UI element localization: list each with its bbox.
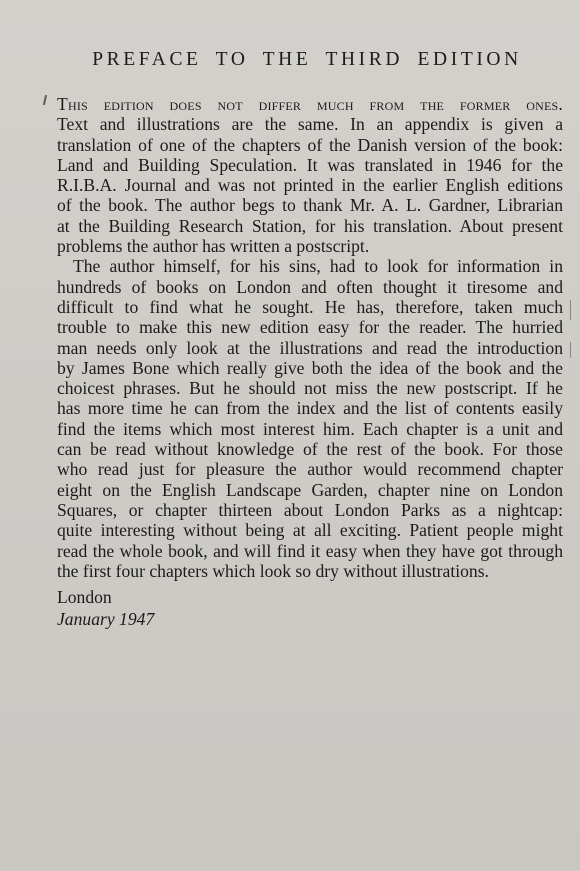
text-line: has more time he can from the index and the list of contents easily bbox=[57, 398, 563, 419]
signature-date: January 1947 bbox=[57, 609, 155, 629]
text-line: Text and illustrations are the same. In an appendix is given a bbox=[57, 114, 563, 135]
text-line: Squares, or chapter thirteen about London Parks as a nightcap: bbox=[57, 499, 563, 520]
text-line: choicest phrases. But he should not miss the new postscript. If he bbox=[57, 378, 563, 399]
text-line: by James Bone which really give both the idea of the book and the bbox=[57, 357, 563, 378]
text-line: find the items which most interest him. Each chapter is a unit and bbox=[57, 418, 563, 439]
text-line: problems the author has written a postscript. bbox=[57, 236, 370, 257]
text-line: man needs only look at the illustrations and read the introduction bbox=[57, 337, 563, 358]
text-line: can be read without knowledge of the rest of the book. For those bbox=[57, 439, 563, 460]
text-line: The author himself, for his sins, had to look for information in bbox=[73, 256, 563, 277]
text-line: quite interesting without being at all exciting. Patient people might bbox=[57, 520, 563, 541]
text-line: read the whole book, and will find it easy when they have got through bbox=[57, 540, 563, 561]
signature-place: London bbox=[57, 587, 112, 607]
signature-block bbox=[57, 586, 154, 630]
page-edge-mark bbox=[570, 300, 571, 320]
text-line: Land and Building Speculation. It was translated in 1946 for the bbox=[57, 154, 563, 175]
preface-body bbox=[57, 94, 563, 581]
text-line: of the book. The author begs to thank Mr. A. L. Gardner, Librarian bbox=[57, 195, 563, 216]
text-line: difficult to find what he sought. He has, therefore, taken much bbox=[57, 296, 563, 317]
text-line: eight on the English Landscape Garden, chapter nine on London bbox=[57, 479, 563, 500]
text-line: at the Building Research Station, for his translation. About present bbox=[57, 215, 563, 236]
text-line: who read just for pleasure the author would recommend chapter bbox=[57, 459, 563, 480]
margin-tick-mark bbox=[43, 95, 47, 105]
page-title: PREFACE TO THE THIRD EDITION bbox=[92, 49, 522, 70]
text-line: the first four chapters which look so dry without illustrations. bbox=[57, 560, 489, 581]
page-edge-mark bbox=[570, 342, 571, 358]
paragraph-1-lead: This edition does not differ much from the former ones. bbox=[57, 94, 563, 114]
text-line: R.I.B.A. Journal and was not printed in the earlier English editions bbox=[57, 175, 563, 196]
paragraph-2 bbox=[57, 256, 563, 581]
text-line: hundreds of books on London and often thought it tiresome and bbox=[57, 276, 563, 297]
text-line: trouble to make this new edition easy for the reader. The hurried bbox=[57, 317, 563, 338]
paragraph-1 bbox=[57, 94, 563, 256]
text-line: translation of one of the chapters of the Danish version of the book: bbox=[57, 134, 563, 155]
